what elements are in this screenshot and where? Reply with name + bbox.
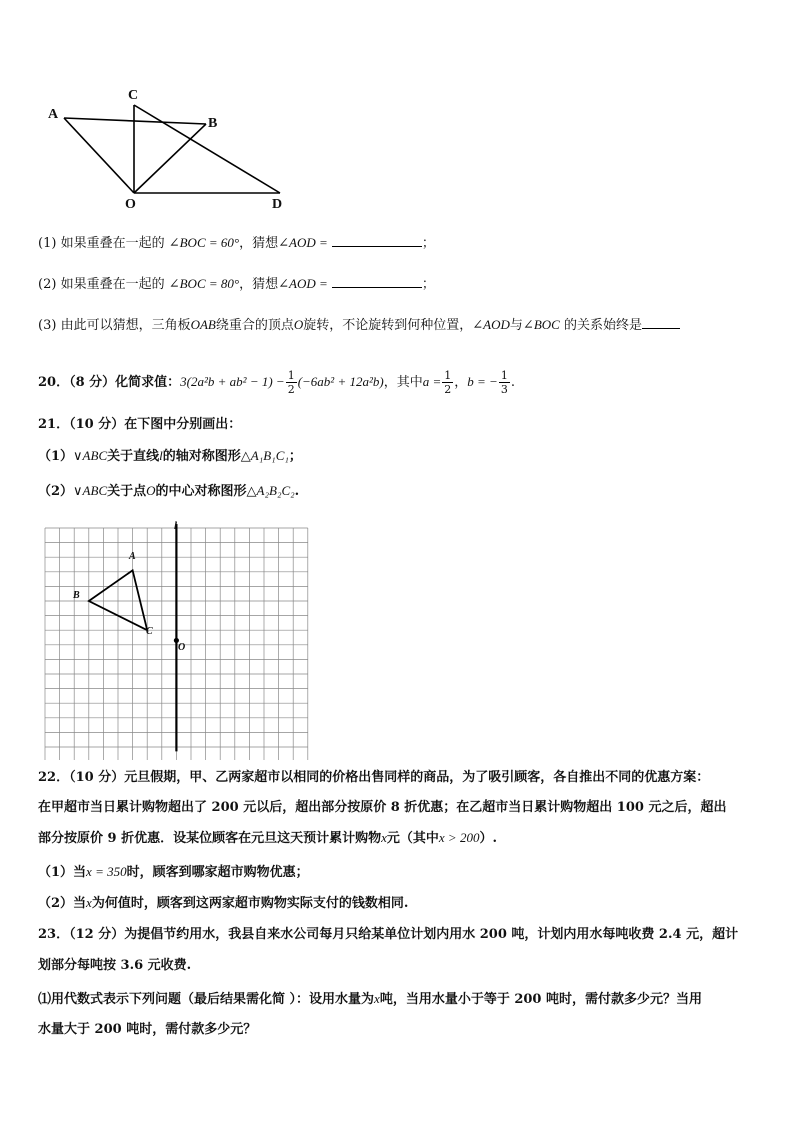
q19-part3-aod: ∠AOD [472, 317, 510, 332]
q19-part3-and: 与 [509, 318, 523, 333]
q21-part2-triangle: ∨ABC [73, 483, 108, 498]
q22-part2-text-b: 为何值时，顾客到这两家超市购物实际支付的钱数相同. [91, 896, 409, 911]
q21-part1 [38, 447, 302, 466]
q19-part1 [38, 234, 435, 253]
q21-part1-result: △A₁B₁C₁ [240, 448, 289, 463]
q19-part3-text-a: 由此可以猜想，三角板 [60, 318, 191, 333]
q20-b-numerator: 1 [500, 369, 508, 382]
grid-label-l: l [174, 520, 178, 532]
q22-part1-text-a: （1）当 [38, 865, 87, 880]
segment-ab [64, 118, 206, 124]
q19-part2-answer-blank[interactable] [332, 275, 422, 288]
q19-part2-guess: ，猜想 [239, 277, 279, 292]
q19-part2 [38, 275, 435, 294]
q19-part3-text-b: 绕重合的顶点 [215, 318, 294, 333]
q21-part1-number: （1） [38, 449, 74, 464]
q21-part2-end: . [294, 484, 300, 499]
q20-line [38, 364, 515, 400]
q21-part1-line-l: l [159, 448, 163, 463]
grid-figure [43, 520, 309, 760]
segment-ao [64, 118, 134, 193]
q20-expression-part-a: 3(2a²b + ab² − 1) − [180, 374, 285, 389]
q19-part1-answer-blank[interactable] [332, 234, 422, 247]
q23-line3-x: x [374, 991, 380, 1006]
q22-line3-text-a: 部分按原价 9 折优惠．设某位顾客在元旦这天预计累计购物 [38, 831, 382, 846]
q19-part1-guess: ，猜想 [239, 236, 279, 251]
q20-fraction-denominator: 2 [287, 383, 295, 396]
q19-part1-angle: ∠BOC = 60° [168, 235, 240, 250]
q23-line2: 划部分每吨按 3.6 元收费. [38, 958, 192, 973]
q20-b-value [499, 369, 510, 396]
q22-line3 [38, 829, 497, 848]
q19-part3 [38, 316, 680, 335]
q21-part2-point-o: O [146, 483, 156, 498]
q19-part3-oab: OAB [190, 317, 216, 332]
q23-line3-text-a: ⑴用代数式表示下列问题（最后结果需化简 ）：设用水量为 [38, 992, 375, 1007]
q20-fraction-numerator: 1 [287, 369, 295, 382]
q22-line3-condition: x > 200 [438, 830, 480, 845]
grid-label-a: A [129, 551, 136, 562]
q19-part3-boc: ∠BOC [522, 317, 560, 332]
point-label-a: A [48, 107, 59, 122]
q22-part1-text-b: 时，顾客到哪家超市购物优惠； [126, 865, 309, 880]
q22-part1-x: x = 350 [86, 864, 127, 879]
q21-part1-text-b: 的轴对称图形 [162, 449, 241, 464]
q20-heading: 20．（8 分）化简求值： [38, 375, 181, 390]
q21-heading: 21．（10 分）在下图中分别画出： [38, 417, 242, 432]
q19-part2-aod: ∠AOD = [278, 276, 328, 291]
q20-b-denominator: 3 [500, 383, 508, 396]
q19-part3-o: O [293, 317, 304, 332]
q21-part2 [38, 482, 299, 501]
q19-part2-text: 如果重叠在一起的 [60, 277, 165, 292]
q20-separator: ， [454, 375, 468, 390]
q19-part1-number: (1) [38, 236, 57, 251]
q19-part1-end: ； [421, 236, 435, 251]
q21-part2-result: △A₂B₂C₂ [246, 483, 295, 498]
q19-part3-text-c: 旋转，不论旋转到何种位置， [303, 318, 473, 333]
segment-ob [134, 124, 206, 193]
q19-part1-text: 如果重叠在一起的 [60, 236, 165, 251]
q22-line3-x: x [381, 830, 387, 845]
q19-part3-number: (3) [38, 318, 57, 333]
q19-part3-text-d: 的关系始终是 [563, 318, 642, 333]
q20-condition: ，其中 [383, 375, 423, 390]
q20-expression-part-b: (−6ab² + 12a²b) [297, 374, 384, 389]
q20-a-numerator: 1 [444, 369, 452, 382]
q23-line4: 水量大于 200 吨时，需付款多少元？ [38, 1022, 257, 1037]
q19-part2-number: (2) [38, 277, 57, 292]
point-label-d: D [272, 197, 283, 212]
segment-cd [134, 105, 280, 193]
q23-line3 [38, 990, 702, 1009]
grid-label-c: C [146, 626, 153, 637]
q20-a-equals: a = [422, 374, 442, 389]
q22-part2 [38, 894, 408, 913]
triangle-figure-svg [40, 85, 300, 215]
q22-part2-text-a: （2）当 [38, 896, 87, 911]
q23-line1: 23．（12 分）为提倡节约用水，我县自来水公司每月只给某单位计划内用水 200 吨，计划内用水每吨收费 2.4 元，超计 [38, 927, 739, 942]
q21-part1-triangle: ∨ABC [73, 448, 108, 463]
q20-end: . [510, 375, 515, 390]
q19-part1-aod: ∠AOD = [278, 235, 328, 250]
q20-fraction-half [286, 369, 297, 396]
q21-part1-end: ； [288, 449, 302, 464]
q22-line2: 在甲超市当日累计购物超出了 200 元以后，超出部分按原价 8 折优惠；在乙超市当日累计购物超出 100 元之后，超出 [38, 800, 727, 815]
grid-svg [43, 520, 309, 760]
grid-label-o: O [178, 642, 186, 653]
point-label-c: C [128, 88, 139, 103]
q20-b-equals: b = − [467, 374, 498, 389]
point-label-b: B [208, 116, 218, 131]
q19-part2-angle: ∠BOC = 80° [168, 276, 240, 291]
grid-label-b: B [73, 590, 80, 601]
q21-part1-text-a: 关于直线 [107, 449, 160, 464]
q22-line1: 22．（10 分）元旦假期，甲、乙两家超市以相同的价格出售同样的商品，为了吸引顾客，各自推出不同的优惠方案： [38, 770, 710, 785]
q19-part2-end: ； [421, 277, 435, 292]
figure-rotating-triangles [40, 85, 300, 215]
q21-part2-text-b: 的中心对称图形 [155, 484, 247, 499]
point-label-o: O [125, 197, 136, 212]
q22-line3-text-b: 元（其中 [386, 831, 439, 846]
q22-line3-text-c: ）. [479, 831, 497, 846]
q23-line3-text-b: 吨，当用水量小于等于 200 吨时，需付款多少元？当用 [379, 992, 703, 1007]
q19-part3-answer-blank[interactable] [642, 316, 680, 329]
q21-part2-number: （2） [38, 484, 74, 499]
q21-part2-text-a: 关于点 [107, 484, 147, 499]
q22-part2-x: x [86, 895, 92, 910]
q22-part1 [38, 863, 309, 882]
q20-a-denominator: 2 [444, 383, 452, 396]
q20-a-value [442, 369, 453, 396]
